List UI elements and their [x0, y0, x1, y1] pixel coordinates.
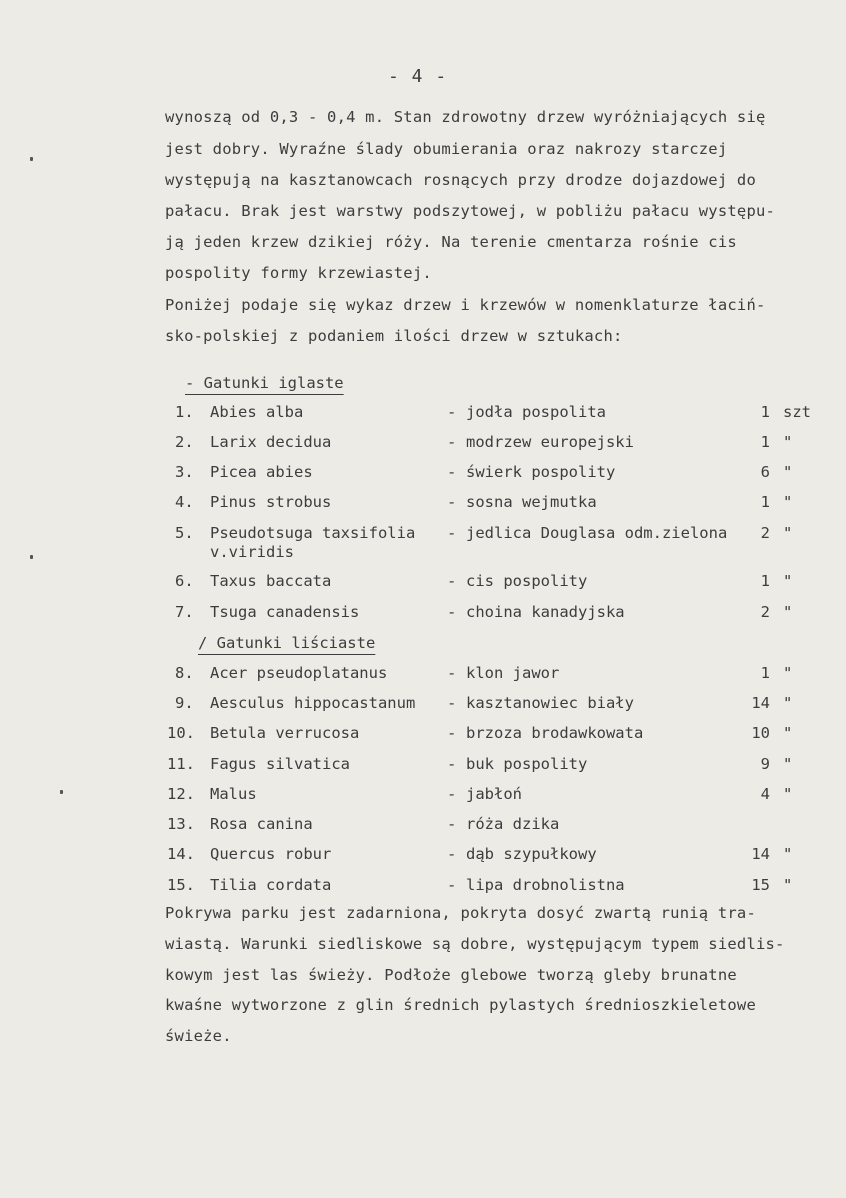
intro-line-5: ją jeden krzew dzikiej róży. Na terenie cmentarza rośnie cis — [165, 233, 737, 251]
species-latin-name: Larix decidua — [210, 433, 332, 451]
species-polish-name: kasztanowiec biały — [466, 694, 634, 712]
closing-line-3: kowym jest las świeży. Podłoże glebowe tworzą gleby brunatne — [165, 966, 737, 984]
species-row — [0, 664, 846, 688]
species-row — [0, 876, 846, 900]
species-latin-name: Pinus strobus — [210, 493, 332, 511]
intro-line-3: występują na kasztanowcach rosnących przy drodze dojazdowej do — [165, 171, 756, 189]
species-count: 10 — [751, 724, 770, 742]
species-unit: " — [783, 524, 793, 542]
species-number: 6. — [175, 572, 194, 590]
species-dash: - — [447, 876, 457, 894]
species-number: 4. — [175, 493, 194, 511]
species-latin-variety: v.viridis — [210, 543, 294, 561]
intro-line-1: wynoszą od 0,3 - 0,4 m. Stan zdrowotny drzew wyróżniających się — [165, 108, 766, 126]
species-dash: - — [447, 603, 457, 621]
species-count: 2 — [760, 603, 770, 621]
species-polish-name: brzoza brodawkowata — [466, 724, 644, 742]
closing-line-1: Pokrywa parku jest zadarniona, pokryta dosyć zwartą runią tra- — [165, 904, 756, 922]
species-polish-name: róża dzika — [466, 815, 560, 833]
species-dash: - — [447, 524, 457, 542]
species-polish-name: jabłoń — [466, 785, 522, 803]
species-latin-name: Malus — [210, 785, 257, 803]
species-polish-name: lipa drobnolistna — [466, 876, 625, 894]
species-count: 1 — [760, 433, 770, 451]
species-count: 1 — [760, 493, 770, 511]
species-dash: - — [447, 433, 457, 451]
species-number: 5. — [175, 524, 194, 542]
species-number: 2. — [175, 433, 194, 451]
species-dash: - — [447, 664, 457, 682]
species-polish-name: modrzew europejski — [466, 433, 634, 451]
species-number: 11. — [167, 755, 195, 773]
species-count: 14 — [751, 694, 770, 712]
species-polish-name: choina kanadyjska — [466, 603, 625, 621]
species-latin-name: Aesculus hippocastanum — [210, 694, 416, 712]
species-latin-name: Acer pseudoplatanus — [210, 664, 388, 682]
species-unit: " — [783, 664, 793, 682]
species-row — [0, 572, 846, 596]
species-dash: - — [447, 403, 457, 421]
species-number: 13. — [167, 815, 195, 833]
species-number: 14. — [167, 845, 195, 863]
species-latin-name: Tilia cordata — [210, 876, 332, 894]
species-dash: - — [447, 572, 457, 590]
species-row — [0, 493, 846, 517]
species-row — [0, 463, 846, 487]
intro-line-2: jest dobry. Wyraźne ślady obumierania oraz nakrozy starczej — [165, 140, 728, 158]
species-latin-name: Tsuga canadensis — [210, 603, 360, 621]
species-latin-name: Abies alba — [210, 403, 304, 421]
species-polish-name: klon jawor — [466, 664, 560, 682]
species-unit: " — [783, 463, 793, 481]
species-number: 9. — [175, 694, 194, 712]
species-latin-name: Quercus robur — [210, 845, 332, 863]
species-count: 1 — [760, 403, 770, 421]
intro-line-6: pospolity formy krzewiastej. — [165, 264, 432, 282]
species-row — [0, 433, 846, 457]
species-dash: - — [447, 463, 457, 481]
species-polish-name: cis pospolity — [466, 572, 588, 590]
species-row — [0, 845, 846, 869]
species-count: 6 — [760, 463, 770, 481]
margin-speck — [30, 157, 33, 161]
species-latin-name: Fagus silvatica — [210, 755, 350, 773]
heading-deciduous: / Gatunki liściaste — [198, 634, 376, 652]
species-count: 15 — [751, 876, 770, 894]
species-dash: - — [447, 815, 457, 833]
closing-line-2: wiastą. Warunki siedliskowe są dobre, występującym typem siedlis- — [165, 935, 785, 953]
species-unit: " — [783, 724, 793, 742]
heading-coniferous: - Gatunki iglaste — [185, 374, 344, 392]
margin-speck — [30, 555, 33, 559]
closing-line-5: świeże. — [165, 1027, 232, 1045]
species-unit: " — [783, 694, 793, 712]
species-row — [0, 724, 846, 748]
species-polish-name: jedlica Douglasa odm.zielona — [466, 524, 728, 542]
species-latin-name: Picea abies — [210, 463, 313, 481]
species-polish-name: jodła pospolita — [466, 403, 606, 421]
species-unit: szt — [783, 403, 811, 421]
species-unit: " — [783, 755, 793, 773]
intro-line-7: Poniżej podaje się wykaz drzew i krzewów w nomenklaturze łaciń- — [165, 296, 766, 314]
species-unit: " — [783, 433, 793, 451]
species-row — [0, 755, 846, 779]
species-count: 2 — [760, 524, 770, 542]
closing-line-4: kwaśne wytworzone z glin średnich pylastych średnioszkieletowe — [165, 996, 756, 1014]
species-unit: " — [783, 603, 793, 621]
species-row — [0, 603, 846, 627]
species-number: 15. — [167, 876, 195, 894]
species-dash: - — [447, 694, 457, 712]
species-unit: " — [783, 785, 793, 803]
species-row — [0, 524, 846, 548]
species-polish-name: dąb szypułkowy — [466, 845, 597, 863]
species-number: 12. — [167, 785, 195, 803]
species-latin-name: Rosa canina — [210, 815, 313, 833]
species-row — [0, 815, 846, 839]
species-polish-name: świerk pospolity — [466, 463, 616, 481]
species-unit: " — [783, 845, 793, 863]
species-number: 1. — [175, 403, 194, 421]
species-number: 8. — [175, 664, 194, 682]
species-row — [0, 403, 846, 427]
species-count: 1 — [760, 664, 770, 682]
species-count: 1 — [760, 572, 770, 590]
species-unit: " — [783, 572, 793, 590]
species-dash: - — [447, 845, 457, 863]
species-dash: - — [447, 493, 457, 511]
species-number: 3. — [175, 463, 194, 481]
species-unit: " — [783, 493, 793, 511]
species-number: 7. — [175, 603, 194, 621]
species-unit: " — [783, 876, 793, 894]
species-row — [0, 785, 846, 809]
species-latin-name: Betula verrucosa — [210, 724, 360, 742]
species-dash: - — [447, 724, 457, 742]
intro-line-8: sko-polskiej z podaniem ilości drzew w sztukach: — [165, 327, 623, 345]
margin-speck — [60, 790, 63, 794]
species-row — [0, 694, 846, 718]
species-count: 14 — [751, 845, 770, 863]
species-dash: - — [447, 755, 457, 773]
species-number: 10. — [167, 724, 195, 742]
species-dash: - — [447, 785, 457, 803]
intro-line-4: pałacu. Brak jest warstwy podszytowej, w pobliżu pałacu występu- — [165, 202, 776, 220]
species-polish-name: sosna wejmutka — [466, 493, 597, 511]
species-latin-name: Taxus baccata — [210, 572, 332, 590]
page-number: - 4 - — [388, 66, 448, 87]
species-count: 9 — [760, 755, 770, 773]
species-latin-name: Pseudotsuga taxsifolia — [210, 524, 416, 542]
species-polish-name: buk pospolity — [466, 755, 588, 773]
species-count: 4 — [760, 785, 770, 803]
